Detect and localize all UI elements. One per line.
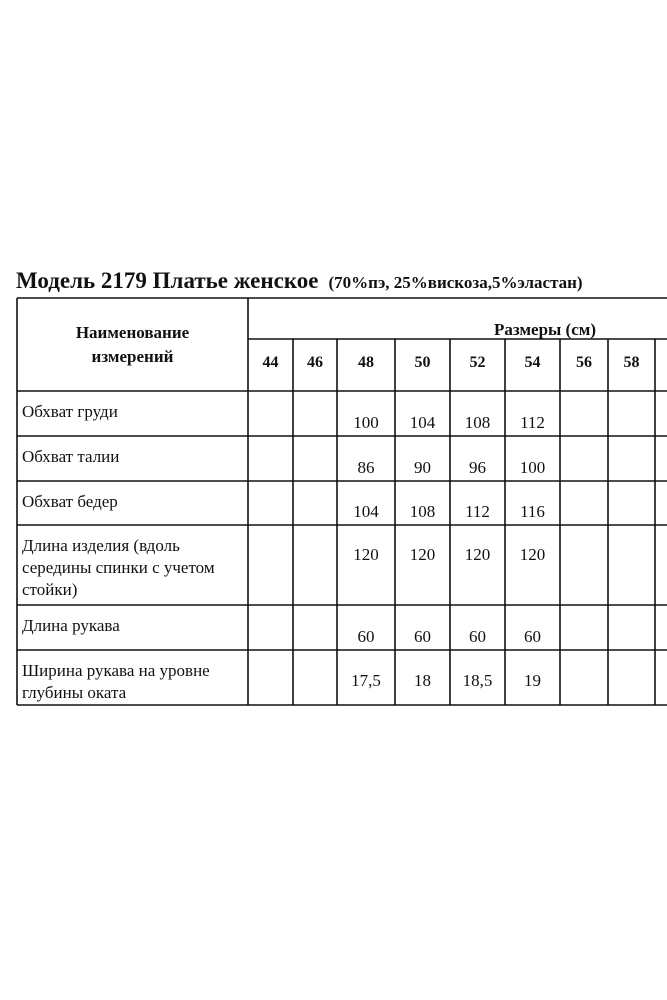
row-label: Длина рукава bbox=[22, 616, 120, 635]
table-cell-value: 17,5 bbox=[351, 671, 381, 690]
model-title: Модель 2179 Платье женское bbox=[16, 268, 319, 293]
table-cell-value: 120 bbox=[464, 545, 491, 564]
row-label: Ширина рукава на уровне глубины оката bbox=[22, 661, 210, 702]
size-label-58: 58 bbox=[623, 354, 640, 371]
table-cell-value: 60 bbox=[357, 627, 375, 646]
table-cell-value: 19 bbox=[524, 671, 541, 690]
size-label-52: 52 bbox=[469, 354, 486, 371]
table-cell-value: 120 bbox=[519, 545, 546, 564]
table-cell-value: 116 bbox=[520, 502, 545, 521]
table-cell-value: 112 bbox=[465, 502, 490, 521]
table-cell-value: 100 bbox=[353, 413, 379, 432]
size-label-56: 56 bbox=[576, 354, 592, 371]
table-cell-value: 108 bbox=[464, 413, 491, 432]
fabric-composition: (70%пэ, 25%вискоза,5%эластан) bbox=[328, 273, 583, 292]
table-cell-value: 60 bbox=[524, 627, 541, 646]
table-cell-value: 60 bbox=[414, 627, 431, 646]
table-cell-value: 104 bbox=[409, 413, 436, 432]
table-cell-value: 18 bbox=[414, 671, 431, 690]
table-cell-value: 112 bbox=[520, 413, 545, 432]
size-label-46: 46 bbox=[307, 354, 323, 371]
measurement-name-header: Наименование измерений bbox=[75, 323, 190, 366]
size-label-44: 44 bbox=[262, 354, 279, 371]
row-label: Обхват бедер bbox=[22, 492, 118, 511]
sizes-header: Размеры (см) bbox=[493, 320, 597, 339]
size-label-54: 54 bbox=[524, 354, 541, 371]
table-cell-value: 90 bbox=[414, 458, 431, 477]
table-cell-value: 60 bbox=[469, 627, 486, 646]
table-cell-value: 96 bbox=[469, 458, 486, 477]
row-label: Длина изделия (вдоль середины спинки с учетом стойки) bbox=[22, 536, 215, 599]
table-cell-value: 120 bbox=[409, 545, 436, 564]
size-label-50: 50 bbox=[414, 354, 431, 371]
table-cell-value: 86 bbox=[357, 458, 375, 477]
size-label-48: 48 bbox=[358, 354, 374, 371]
table-cell-value: 100 bbox=[519, 458, 546, 477]
table-cell-value: 18,5 bbox=[462, 671, 493, 690]
table-cell-value: 104 bbox=[353, 502, 379, 521]
table-cell-value: 108 bbox=[409, 502, 436, 521]
table-cell-value: 120 bbox=[353, 545, 379, 564]
row-label: Обхват груди bbox=[22, 402, 118, 421]
row-label: Обхват талии bbox=[22, 447, 120, 466]
